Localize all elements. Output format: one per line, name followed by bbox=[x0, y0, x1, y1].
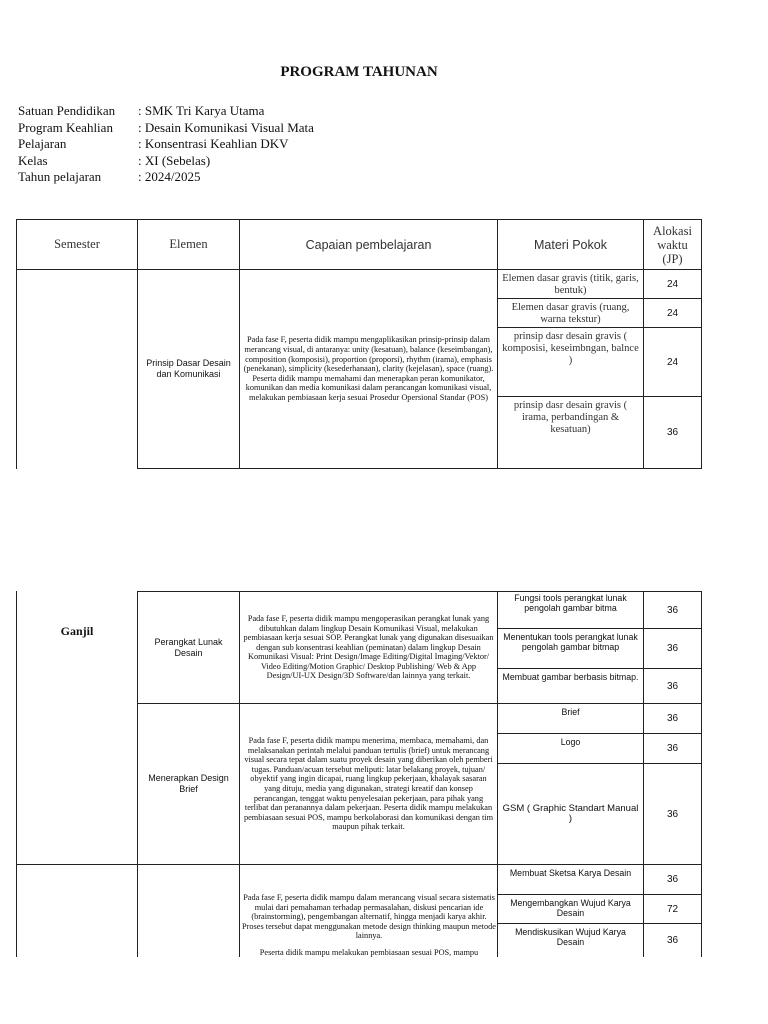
meta-label: Satuan Pendidikan bbox=[18, 103, 116, 118]
jp-cell: 36 bbox=[643, 396, 702, 469]
meta-row-pelajaran bbox=[18, 136, 314, 153]
materi-cell: Logo bbox=[497, 733, 644, 764]
capaian-cell: Pada fase F, peserta didik mampu menerima, membaca, memahami, dan melaksanakan perintah melalui panduan tertulis (brief) untuk merancang visual secara tepat dalam suatu proyek desain yang diberikan oleh pemberi tugas. Panduan/acuan tersebut meliputi: latar belakang proyek, tujuan/ obyektif yang ingin dicapai, ruang lingkup pekerjaan, khalayak sasaran yang dituju, media yang digunakan, strategi kreatif dan konsep perancangan, tenggat waktu penyelesaian pekerjaan, para pihak yang terlibat dan peranannya dalam pekerjaan. Peserta didik mampu melakukan pembiasaan sesuai POS, mampu berkolaborasi dan komunikasi dengan tim maupun pihak terkait. bbox=[239, 703, 498, 865]
materi-cell: Menentukan tools perangkat lunak pengolah gambar bitmap bbox=[497, 628, 644, 669]
elemen-cell: Prinsip Dasar Desain dan Komunikasi bbox=[137, 269, 240, 469]
jp-cell: 72 bbox=[643, 894, 702, 924]
capaian-text-continued: Peserta didik mampu melakukan pembiasaan sesuai POS, mampu bbox=[259, 947, 479, 957]
meta-label: Kelas bbox=[18, 152, 48, 168]
header-capaian: Capaian pembelajaran bbox=[239, 219, 498, 270]
capaian-cell bbox=[241, 893, 497, 958]
semester-divider bbox=[16, 864, 138, 865]
jp-cell: 24 bbox=[643, 298, 702, 328]
materi-cell: Fungsi tools perangkat lunak pengolah gambar bitma bbox=[497, 591, 644, 629]
capaian-text: Pada fase F, peserta didik mampu dalam merancang visual secara sistematis mulai dari pemahaman terhadap permasalahan, diskusi pencarian ide (brainstorming), pengembangan alternatif, hingga menjadi karya akhir. Proses tersebut dapat menggunakan metode design thinking maupun metode lainnya. bbox=[242, 893, 496, 941]
jp-cell: 36 bbox=[643, 703, 702, 734]
meta-value: : XI (Sebelas) bbox=[138, 152, 211, 168]
meta-value: : Konsentrasi Keahlian DKV bbox=[138, 136, 289, 151]
meta-row-satuan bbox=[18, 103, 314, 120]
meta-row-tahun bbox=[18, 169, 314, 186]
document-title: PROGRAM TAHUNAN bbox=[280, 64, 438, 80]
row-top-border bbox=[137, 864, 498, 865]
capaian-left-border bbox=[239, 864, 240, 957]
materi-cell: Mengembangkan Wujud Karya Desain bbox=[497, 894, 644, 924]
meta-label: Program Keahlian bbox=[18, 119, 113, 135]
elemen-left-border bbox=[137, 864, 138, 957]
jp-cell: 36 bbox=[643, 923, 702, 957]
materi-cell: prinsip dasr desain gravis ( irama, perbandingan & kesatuan) bbox=[497, 396, 644, 469]
jp-cell: 36 bbox=[643, 668, 702, 704]
meta-value: : Desain Komunikasi Visual Mata bbox=[138, 119, 314, 135]
jp-cell: 36 bbox=[643, 628, 702, 669]
header-elemen: Elemen bbox=[137, 219, 240, 270]
jp-cell: 24 bbox=[643, 269, 702, 299]
semester-cell-empty bbox=[16, 269, 138, 469]
capaian-cell: Pada fase F, peserta didik mampu mengoperasikan perangkat lunak yang dibutuhkan dalam lingkup Desain Komunikasi Visual, melakukan pembiasaan kerja sesuai SOP. Perangkat lunak yang digunakan disesuaikan dengan sub konsentrasi keahlian (peminatan) dalam lingkup Desain Komunikasi Visual: Print Design/Image Editing/Digital Imaging/Vektor/ Video Editing/Motion Graphic/ Desktop Publishing/ Web & App Design/UI-UX Design/3D Software/dan lainnya yang terkait. bbox=[239, 591, 498, 704]
meta-value: : 2024/2025 bbox=[138, 169, 201, 184]
materi-cell: Mendiskusikan Wujud Karya Desain bbox=[497, 923, 644, 957]
materi-cell: Elemen dasar gravis (ruang, warna tekstur) bbox=[497, 298, 644, 328]
meta-row-program bbox=[18, 120, 314, 137]
materi-cell: Brief bbox=[497, 703, 644, 734]
header-materi: Materi Pokok bbox=[497, 219, 644, 270]
jp-cell: 36 bbox=[643, 763, 702, 865]
materi-cell: prinsip dasr desain gravis ( komposisi, keseimbngan, balnce ) bbox=[497, 327, 644, 397]
meta-label: Tahun pelajaran bbox=[18, 169, 102, 184]
elemen-cell: Menerapkan Design Brief bbox=[137, 703, 240, 865]
meta-value: : SMK Tri Karya Utama bbox=[138, 103, 265, 118]
semester-left-border bbox=[16, 591, 17, 957]
capaian-cell: Pada fase F, peserta didik mampu mengaplikasikan prinsip-prinsip dalam merancang visual, di antaranya: unity (kesatuan), balance (keseimbangan), composition (komposisi), proportion (proporsi), rhythm (irama), emphasis (penekanan), simplicity (kesederhanaan), clarity (kejelasan), space (ruang). Peserta didik mampu memahami dan menerapkan peran komunikator, komunikan dan media komunikasi dalam perancangan komunikasi visual, melakukan pembiasaan kerja sesuai Prosedur Opersional Standar (POS) bbox=[239, 269, 498, 469]
meta-row-kelas bbox=[18, 153, 314, 170]
header-alokasi: Alokasi waktu (JP) bbox=[643, 219, 702, 270]
document-meta bbox=[18, 103, 314, 186]
materi-cell: GSM ( Graphic Standart Manual ) bbox=[497, 763, 644, 865]
materi-cell: Membuat gambar berbasis bitmap. bbox=[497, 668, 644, 704]
jp-cell: 36 bbox=[643, 864, 702, 895]
materi-cell: Membuat Sketsa Karya Desain bbox=[497, 864, 644, 895]
elemen-cell: Perangkat Lunak Desain bbox=[137, 591, 240, 704]
semester-label: Ganjil bbox=[60, 624, 94, 638]
jp-cell: 36 bbox=[643, 591, 702, 629]
jp-cell: 24 bbox=[643, 327, 702, 397]
materi-cell: Elemen dasar gravis (titik, garis, bentuk) bbox=[497, 269, 644, 299]
jp-cell: 36 bbox=[643, 733, 702, 764]
meta-label: Pelajaran bbox=[18, 136, 67, 151]
header-semester: Semester bbox=[16, 219, 138, 270]
